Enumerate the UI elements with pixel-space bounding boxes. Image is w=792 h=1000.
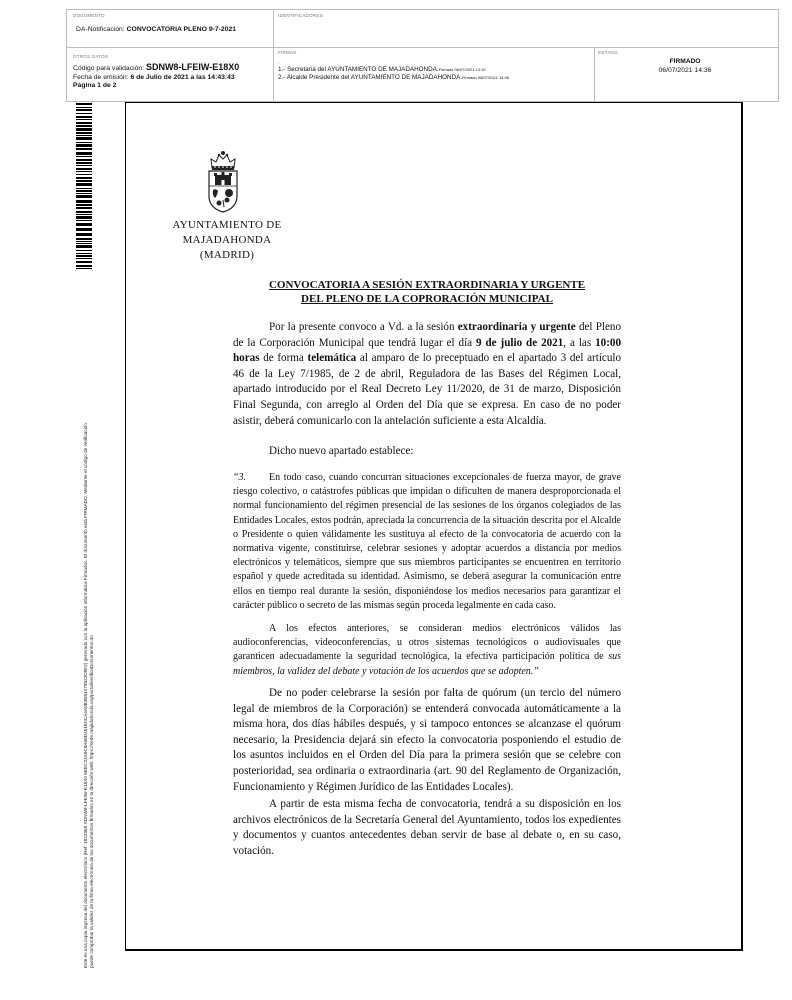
document-header: DOCUMENTO DA-Notificación: CONVOCATORIA PLENO 9-7-2021 IDENTIFICADORES OTROS DATOS Código para validación: SDNW8-LFEIW-E18X0 Fecha de emisión: 6 de Julio de 2021 a las 14:43:43 Página 1 de 2 FIRMAS : 1.- Secretaria del AYUNTAMIENTO DE MAJADAHONDA.Firmado 06/07/2021 14:10 2.- Alcalde Presidente del AYUNTAMIENTO DE MAJADAHONDA.Firmado 06/07/2021 14:36 ESTADO FIRMADO 06/07/2021 14:36 — [66, 9, 779, 102]
barcode-bar — [76, 162, 92, 164]
barcode-bar — [76, 258, 92, 259]
document-title: CONVOCATORIA A SESIÓN EXTRAORDINARIA Y URGENTE DEL PLENO DE LA COPRORACIÓN MUNICIPAL — [268, 279, 586, 305]
barcode-bar — [76, 159, 92, 161]
barcode — [76, 103, 92, 272]
quote-paragraph-1: “3. En todo caso, cuando concurran situaciones excepcionales de fuerza mayor, de grave riesgo colectivo, o catástrofes públicas que impidan o dificulten de manera desproporcionada el normal funcionamiento del régimen presencial de las sesiones de los órganos colegiados de las Entidades Locales, estos podrán, apreciada la concurrencia de la situación descrita por el Alcalde o Presidente o quien válidamente les sustituya al efecto de la convocatoria de acuerdo con la normativa vigente, constituirse, celebrar sesiones y adoptar acuerdos a distancia por medios electrónicos y telemáticos, siempre que sus miembros participantes se encuentren en territorio español y quede acreditada su identidad. Asimismo, se deberá asegurar la comunicación entre ellos en tiempo real durante la sesión, disponiéndose los medios necesarios para garantizar el carácter público o secreto de las mismas según proceda legalmente en cada caso. — [233, 472, 621, 611]
paragraph-apartado: Dicho nuevo apartado establece: — [269, 445, 414, 457]
barcode-bar — [76, 168, 92, 170]
coat-of-arms-icon — [203, 150, 243, 214]
paragraph-convocatoria: Por la presente convoco a Vd. a la sesión extraordinaria y urgente del Pleno de la Corporación Municipal que tendrá lugar el día 9 de julio de 2021, a las 10:00 horas de forma telemática al amparo de lo preceptuado en el apartado 3 del artículo 46 de la Ley 7/1985, de 2 de abril, Reguladora de las Bases del Régimen Local, apartado introducido por el Real Decreto Ley 11/2020, de 31 de marzo, Disposición Final Segunda, con arreglo al Orden del Día que se expresa. En caso de no poder asistir, deberá comunicarlo con la antelación suficiente a esta Alcaldía. — [233, 321, 622, 427]
barcode-bar — [76, 268, 92, 269]
barcode-bar — [76, 165, 92, 166]
side-validation-text-1: Este es una copia impresa del documento electrónico (Ref: 1822955 SDNW8-LFEIW-E18X0 6EEC24A9C8A58D451E0CA4A0B3E81079822D8F2) generado con la aplicación informática Firmadoc. El documento está FIRMADO. Mediante el código de verificación — [83, 423, 88, 968]
side-validation-text-2: puede comprobar la validez de la firma electrónica de los documentos firmados en la dirección web: https://sede.majadahonda.org/portal/verificaDocumentos.do — [89, 635, 94, 968]
barcode-bar — [76, 190, 92, 192]
barcode-bar — [76, 113, 92, 114]
barcode-bar — [76, 116, 92, 118]
barcode-bar — [76, 223, 92, 226]
firmas-label: FIRMAS — [278, 50, 297, 55]
barcode-bar — [76, 238, 92, 240]
barcode-bar — [76, 171, 92, 172]
barcode-bar — [76, 216, 92, 219]
barcode-bar — [76, 132, 92, 134]
paragraph-disposicion: A partir de esta misma fecha de convocatoria, tendrá a su disposición en los archivos electrónicos de la Secretaría General del Ayuntamiento, todos los expedientes y documentos y cuantos antecedentes deban servir de base al debate o, en su caso, votación. — [233, 798, 621, 857]
barcode-bar — [76, 137, 92, 140]
quote-paragraph-2: A los efectos anteriores, se consideran medios electrónicos válidos las audioconferencias, videoconferencias, u otros sistemas tecnológicos o audiovisuales que garanticen adecuadamente la seguridad tecnológica, la efectiva participación política de sus miembros, la validez del debate y votación de los acuerdos que se adopten.” — [233, 623, 621, 677]
barcode-bar — [76, 255, 92, 257]
estado-date: 06/07/2021 14:36 — [658, 67, 712, 74]
barcode-bar — [76, 220, 92, 221]
barcode-bar — [76, 195, 92, 198]
barcode-bar — [76, 125, 92, 127]
barcode-bar — [76, 228, 92, 231]
barcode-bar — [76, 180, 92, 182]
barcode-bar — [76, 109, 92, 111]
barcode-bar — [76, 261, 92, 263]
barcode-bar — [76, 265, 92, 267]
barcode-bar — [76, 148, 92, 150]
otros-datos-label: OTROS DATOS — [73, 54, 109, 59]
estado-label: ESTADO — [598, 50, 618, 55]
documento-label: DOCUMENTO — [73, 13, 105, 18]
barcode-bar — [76, 156, 92, 157]
barcode-bar — [76, 144, 92, 147]
organization-name: AYUNTAMIENTO DE MAJADAHONDA (MADRID) — [172, 219, 282, 261]
barcode-bar — [76, 119, 92, 120]
barcode-bar — [76, 142, 92, 143]
barcode-bar — [76, 250, 92, 251]
barcode-bar — [76, 128, 92, 131]
barcode-bar — [76, 152, 92, 155]
barcode-bar — [76, 245, 92, 248]
barcode-bar — [76, 204, 92, 206]
barcode-bar — [76, 207, 92, 209]
barcode-bar — [76, 122, 92, 124]
documento-value: DA-Notificación: CONVOCATORIA PLENO 9-7-2021 — [76, 26, 237, 33]
barcode-bar — [76, 188, 92, 189]
barcode-bar — [76, 177, 92, 179]
barcode-bar — [76, 183, 92, 186]
barcode-bar — [76, 193, 92, 194]
barcode-bar — [76, 253, 92, 254]
paragraph-quorum: De no poder celebrarse la sesión por falta de quórum (un tercio del número legal de miembros de la Corporación) se entenderá convocada automáticamente a la misma hora, dos días hábiles después, y si tampoco entonces se alcanzase el quórum necesario, la Presidencia dejará sin efecto la convocatoria posponiendo el estudio de los asuntos incluidos en el Orden del Día para la primera sesión que se celebre con posterioridad, sea ordinaria o extraordinaria (art. 90 del Reglamento de Organización, Funcionamiento y Régimen Jurídico de las Entidades Locales). — [233, 687, 621, 793]
barcode-bar — [76, 241, 92, 242]
barcode-bar — [76, 135, 92, 136]
barcode-bar — [76, 214, 92, 215]
pagina: Página 1 de 2 — [73, 82, 117, 89]
codigo-validacion: Código para validación: SDNW8-LFEIW-E18X0 — [73, 62, 240, 72]
barcode-bar — [76, 211, 92, 213]
fecha-emision: Fecha de emisión: 6 de Julio de 2021 a las 14:43:43 — [73, 74, 235, 81]
estado-value: FIRMADO — [669, 58, 701, 65]
codigo-value: SDNW8-LFEIW-E18X0 — [145, 62, 240, 72]
firma-2: 2.- Alcalde Presidente del AYUNTAMIENTO DE MAJADAHONDA.Firmado 06/07/2021 14:36 — [278, 74, 509, 81]
firma-1: 1.- Secretaria del AYUNTAMIENTO DE MAJADAHONDA.Firmado 06/07/2021 14:10 — [278, 66, 486, 73]
barcode-bar — [76, 243, 92, 244]
barcode-bar — [76, 200, 92, 203]
identificadores-label: IDENTIFICADORES — [278, 13, 323, 18]
barcode-bar — [76, 174, 92, 175]
barcode-bar — [76, 107, 92, 108]
barcode-bar — [76, 103, 92, 105]
barcode-bar — [76, 233, 92, 236]
